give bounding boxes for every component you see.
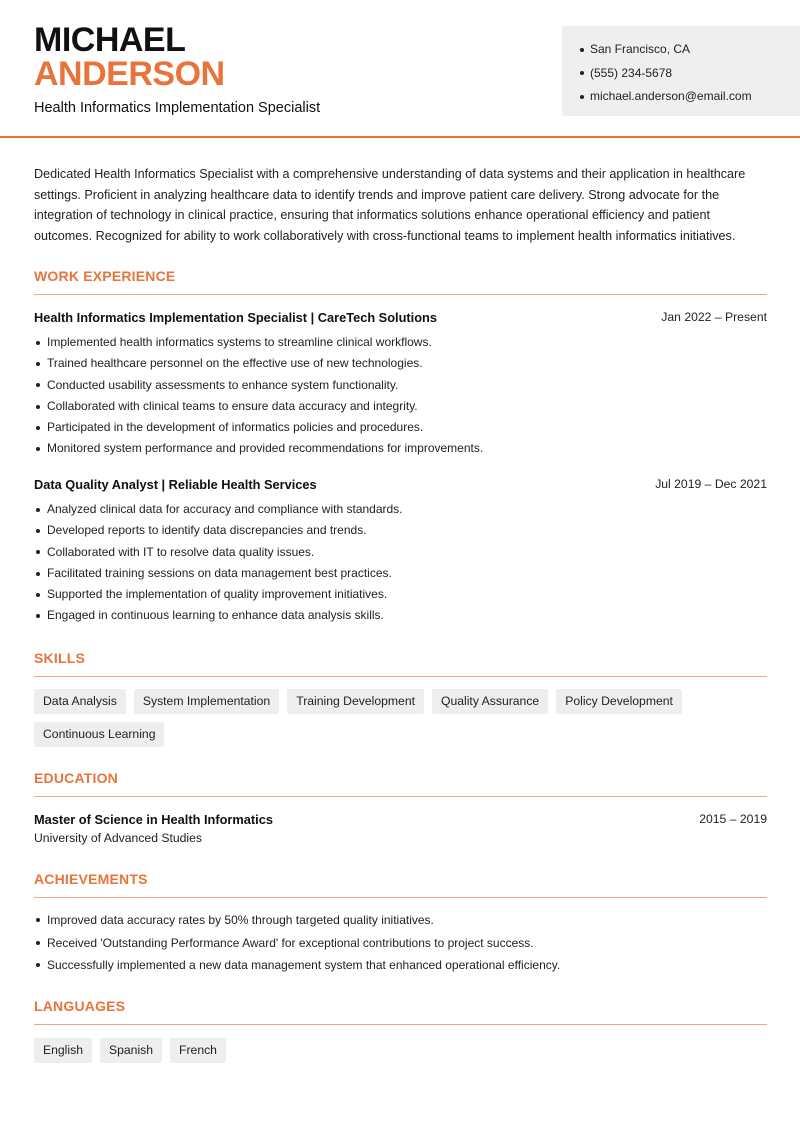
list-item	[34, 605, 767, 626]
job-heading: Health Informatics Implementation Specialist | CareTech Solutions	[34, 310, 437, 325]
summary-paragraph: Dedicated Health Informatics Specialist with a comprehensive understanding of data systems and their application in healthcare settings. Proficient in analyzing healthcare data to identify trends and improve patient care delivery. Strong advocate for the integration of technology in clinical practice, ensuring that informatics solutions enhance operational efficiency and patient outcomes. Recognized for ability to work collaboratively with cross-functional teams to implement health informatics initiatives.	[34, 167, 746, 243]
language-tags	[34, 1038, 774, 1063]
list-item-text: Monitored system performance and provided recommendations for improvements.	[47, 441, 484, 456]
section-divider	[34, 1024, 767, 1025]
list-item-text: Implemented health informatics systems to streamline clinical workflows.	[47, 335, 432, 349]
list-item-text: Facilitated training sessions on data management best practices.	[47, 565, 392, 580]
skill-tag: System Implementation	[134, 689, 279, 714]
skill-tag: Continuous Learning	[34, 722, 164, 747]
list-item-text: Successfully implemented a new data management system that enhanced operational efficiency.	[47, 958, 561, 973]
bullet-icon	[36, 614, 40, 618]
list-item	[34, 542, 767, 563]
list-item	[34, 932, 767, 955]
list-item-text: Developed reports to identify data discrepancies and trends.	[47, 523, 367, 538]
bullet-icon	[36, 941, 40, 945]
education-school: University of Advanced Studies	[34, 831, 203, 845]
contact-phone-text: (555) 234-5678	[590, 65, 673, 80]
skill-tag: Quality Assurance	[432, 689, 548, 714]
language-tag: French	[170, 1038, 226, 1063]
job-dates: Jan 2022 – Present	[661, 310, 767, 324]
job-dates: Jul 2019 – Dec 2021	[655, 477, 767, 491]
list-item	[34, 499, 767, 520]
list-item-text: Trained healthcare personnel on the effective use of new technologies.	[47, 356, 423, 371]
section-divider	[34, 897, 767, 898]
job-heading: Data Quality Analyst | Reliable Health Services	[34, 477, 317, 492]
skill-tag: Policy Development	[556, 689, 682, 714]
job-title: Health Informatics Implementation Specialist	[34, 100, 321, 116]
list-item	[34, 417, 767, 438]
list-item	[34, 396, 767, 417]
bullet-icon	[36, 362, 40, 366]
last-name: ANDERSON	[34, 55, 225, 93]
list-item	[34, 332, 767, 353]
bullet-icon	[36, 918, 40, 922]
list-item	[34, 520, 767, 541]
language-tag: English	[34, 1038, 92, 1063]
achievements-list	[34, 909, 767, 977]
bullet-icon	[36, 572, 40, 576]
bullet-icon	[580, 95, 584, 99]
bullet-icon	[36, 593, 40, 597]
contact-email-text: michael.anderson@email.com	[590, 89, 752, 103]
bullet-icon	[36, 341, 40, 345]
contact-box	[562, 26, 800, 116]
list-item-text: Analyzed clinical data for accuracy and compliance with standards.	[47, 502, 403, 516]
section-title-skills: SKILLS	[34, 650, 85, 666]
list-item-text: Engaged in continuous learning to enhance data analysis skills.	[47, 608, 384, 623]
list-item	[34, 563, 767, 584]
list-item	[34, 954, 767, 977]
list-item	[34, 584, 767, 605]
list-item-text: Collaborated with IT to resolve data quality issues.	[47, 544, 315, 559]
bullet-icon	[580, 48, 584, 52]
header-divider	[0, 136, 800, 138]
bullet-icon	[580, 71, 584, 75]
first-name: MICHAEL	[34, 21, 186, 59]
contact-location-text: San Francisco, CA	[590, 42, 691, 56]
skill-tag: Data Analysis	[34, 689, 126, 714]
section-divider	[34, 294, 767, 295]
education-dates: 2015 – 2019	[699, 812, 767, 826]
contact-phone	[580, 62, 800, 86]
section-title-work: WORK EXPERIENCE	[34, 268, 176, 284]
bullet-icon	[36, 963, 40, 967]
section-title-languages: LANGUAGES	[34, 998, 126, 1014]
education-degree: Master of Science in Health Informatics	[34, 812, 273, 827]
list-item-text: Conducted usability assessments to enhance system functionality.	[47, 377, 399, 392]
bullet-icon	[36, 508, 40, 512]
list-item-text: Improved data accuracy rates by 50% through targeted quality initiatives.	[47, 913, 434, 927]
list-item-text: Supported the implementation of quality improvement initiatives.	[47, 587, 388, 602]
job-bullets	[34, 499, 767, 627]
list-item-text: Collaborated with clinical teams to ensure data accuracy and integrity.	[47, 398, 418, 413]
contact-location	[580, 38, 800, 62]
contact-email	[580, 85, 800, 109]
list-item	[34, 909, 767, 932]
bullet-icon	[36, 529, 40, 533]
section-divider	[34, 676, 767, 677]
resume-header	[0, 0, 800, 138]
bullet-icon	[36, 383, 40, 387]
skill-tag: Training Development	[287, 689, 424, 714]
list-item	[34, 375, 767, 396]
section-divider	[34, 796, 767, 797]
list-item-text: Participated in the development of informatics policies and procedures.	[47, 420, 424, 435]
skills-tags	[34, 689, 774, 747]
job-bullets	[34, 332, 767, 460]
list-item-text: Received 'Outstanding Performance Award' for exceptional contributions to project success.	[47, 935, 534, 950]
list-item	[34, 353, 767, 374]
section-title-achievements: ACHIEVEMENTS	[34, 871, 148, 887]
bullet-icon	[36, 405, 40, 409]
language-tag: Spanish	[100, 1038, 162, 1063]
bullet-icon	[36, 550, 40, 554]
section-title-education: EDUCATION	[34, 770, 118, 786]
list-item	[34, 438, 767, 459]
bullet-icon	[36, 426, 40, 430]
bullet-icon	[36, 447, 40, 451]
